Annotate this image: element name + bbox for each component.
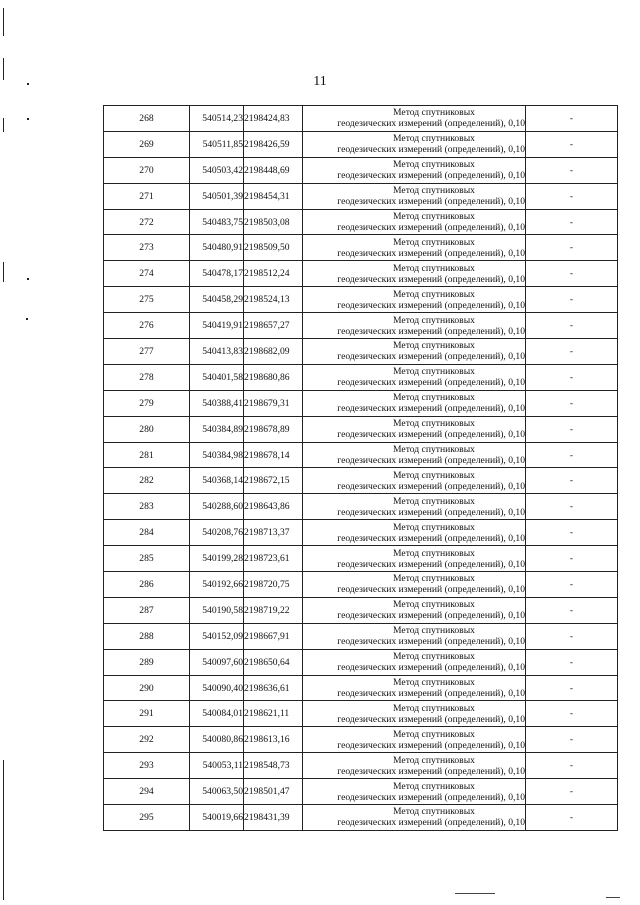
method-cell (303, 287, 526, 313)
point-number: 288 (104, 623, 190, 649)
coord-x: 540480,91 (190, 235, 244, 261)
scan-dot (27, 118, 29, 120)
method-line2: геодезических измерений (определений), 0,10 (337, 403, 525, 415)
coord-x: 540368,14 (190, 468, 244, 494)
coord-y: 2198548,73 (244, 753, 303, 779)
method-line1: Метод спутниковых (393, 314, 475, 326)
point-number: 294 (104, 779, 190, 805)
method-cell (303, 753, 526, 779)
coord-y: 2198657,27 (244, 313, 303, 339)
method-cell (303, 546, 526, 572)
coord-y: 2198682,09 (244, 339, 303, 365)
coord-x: 540208,76 (190, 520, 244, 546)
coord-x: 540458,29 (190, 287, 244, 313)
method-line1: Метод спутниковых (393, 599, 475, 611)
point-number: 272 (104, 209, 190, 235)
method-line2: геодезических измерений (определений), 0,10 (337, 610, 525, 622)
coord-x: 540090,40 (190, 675, 244, 701)
coord-x: 540152,09 (190, 623, 244, 649)
method-line2: геодезических измерений (определений), 0,10 (337, 144, 525, 156)
method-line2: геодезических измерений (определений), 0,10 (337, 791, 525, 803)
method-line2: геодезических измерений (определений), 0,10 (337, 558, 525, 570)
coord-y: 2198431,39 (244, 805, 303, 831)
method-line2: геодезических измерений (определений), 0,10 (337, 170, 525, 182)
method-cell (303, 183, 526, 209)
point-number: 271 (104, 183, 190, 209)
method-line1: Метод спутниковых (393, 754, 475, 766)
method-line2: геодезических измерений (определений), 0,10 (337, 480, 525, 492)
coord-x: 540063,50 (190, 779, 244, 805)
coord-x: 540478,17 (190, 261, 244, 287)
table-row (104, 494, 618, 520)
point-number: 280 (104, 416, 190, 442)
method-cell (303, 468, 526, 494)
method-cell (303, 572, 526, 598)
method-cell (303, 209, 526, 235)
table-row (104, 209, 618, 235)
method-cell (303, 727, 526, 753)
table-row (104, 649, 618, 675)
table-row (104, 157, 618, 183)
method-cell (303, 157, 526, 183)
coord-y: 2198719,22 (244, 597, 303, 623)
method-line1: Метод спутниковых (393, 262, 475, 274)
method-line1: Метод спутниковых (393, 107, 475, 119)
table-row (104, 390, 618, 416)
note-cell: - (526, 597, 618, 623)
method-line2: геодезических измерений (определений), 0,10 (337, 196, 525, 208)
note-cell: - (526, 209, 618, 235)
coord-x: 540384,98 (190, 442, 244, 468)
point-number: 286 (104, 572, 190, 598)
coord-x: 540514,23 (190, 106, 244, 132)
method-cell (303, 675, 526, 701)
scan-dot (26, 318, 28, 320)
note-cell: - (526, 339, 618, 365)
point-number: 273 (104, 235, 190, 261)
point-number: 278 (104, 364, 190, 390)
page-number: 11 (313, 74, 327, 89)
method-line2: геодезических измерений (определений), 0,10 (337, 455, 525, 467)
method-line1: Метод спутниковых (393, 392, 475, 404)
table-row (104, 675, 618, 701)
method-line2: геодезических измерений (определений), 0,10 (337, 351, 525, 363)
note-cell: - (526, 779, 618, 805)
coord-y: 2198426,59 (244, 131, 303, 157)
note-cell: - (526, 572, 618, 598)
note-cell: - (526, 390, 618, 416)
note-cell: - (526, 442, 618, 468)
coord-y: 2198503,08 (244, 209, 303, 235)
method-line2: геодезических измерений (определений), 0,10 (337, 532, 525, 544)
method-line2: геодезических измерений (определений), 0,10 (337, 118, 525, 130)
point-number: 268 (104, 106, 190, 132)
note-cell: - (526, 364, 618, 390)
method-line1: Метод спутниковых (393, 806, 475, 818)
method-line2: геодезических измерений (определений), 0,10 (337, 817, 525, 829)
coord-y: 2198448,69 (244, 157, 303, 183)
point-number: 292 (104, 727, 190, 753)
point-number: 285 (104, 546, 190, 572)
note-cell: - (526, 727, 618, 753)
note-cell: - (526, 313, 618, 339)
scan-mark (3, 58, 4, 80)
coord-y: 2198613,16 (244, 727, 303, 753)
method-line2: геодезических измерений (определений), 0,10 (337, 299, 525, 311)
coord-y: 2198643,86 (244, 494, 303, 520)
point-number: 287 (104, 597, 190, 623)
coord-y: 2198512,24 (244, 261, 303, 287)
method-cell (303, 623, 526, 649)
coord-x: 540384,89 (190, 416, 244, 442)
point-number: 276 (104, 313, 190, 339)
coord-y: 2198454,31 (244, 183, 303, 209)
method-line2: геодезических измерений (определений), 0,10 (337, 584, 525, 596)
note-cell: - (526, 546, 618, 572)
table-row (104, 520, 618, 546)
coord-y: 2198720,75 (244, 572, 303, 598)
scan-mark (3, 760, 4, 900)
point-number: 277 (104, 339, 190, 365)
method-line2: геодезических измерений (определений), 0,10 (337, 506, 525, 518)
table-row (104, 106, 618, 132)
point-number: 281 (104, 442, 190, 468)
method-line2: геодезических измерений (определений), 0,10 (337, 713, 525, 725)
table-row (104, 701, 618, 727)
method-line2: геодезических измерений (определений), 0,10 (337, 636, 525, 648)
coord-y: 2198509,50 (244, 235, 303, 261)
coord-y: 2198713,37 (244, 520, 303, 546)
method-line2: геодезических измерений (определений), 0,10 (337, 688, 525, 700)
method-cell (303, 261, 526, 287)
table-row (104, 623, 618, 649)
note-cell: - (526, 261, 618, 287)
table-row (104, 261, 618, 287)
method-cell (303, 442, 526, 468)
point-number: 274 (104, 261, 190, 287)
method-line1: Метод спутниковых (393, 159, 475, 171)
method-cell (303, 131, 526, 157)
table-row (104, 779, 618, 805)
table-row (104, 235, 618, 261)
coord-x: 540413,83 (190, 339, 244, 365)
coord-x: 540199,28 (190, 546, 244, 572)
point-number: 270 (104, 157, 190, 183)
table-row (104, 131, 618, 157)
scan-dot (27, 83, 29, 85)
point-number: 283 (104, 494, 190, 520)
point-number: 275 (104, 287, 190, 313)
method-line2: геодезических измерений (определений), 0,10 (337, 247, 525, 259)
coord-x: 540388,41 (190, 390, 244, 416)
note-cell: - (526, 675, 618, 701)
method-line2: геодезических измерений (определений), 0,10 (337, 662, 525, 674)
table-row (104, 468, 618, 494)
table-row (104, 364, 618, 390)
table-row (104, 183, 618, 209)
coord-y: 2198723,61 (244, 546, 303, 572)
coord-y: 2198524,13 (244, 287, 303, 313)
coord-x: 540019,66 (190, 805, 244, 831)
method-line1: Метод спутниковых (393, 495, 475, 507)
note-cell: - (526, 235, 618, 261)
method-line1: Метод спутниковых (393, 133, 475, 145)
coord-y: 2198636,61 (244, 675, 303, 701)
method-cell (303, 779, 526, 805)
method-cell (303, 339, 526, 365)
note-cell: - (526, 753, 618, 779)
method-line1: Метод спутниковых (393, 211, 475, 222)
table-row (104, 727, 618, 753)
method-cell (303, 106, 526, 132)
method-line1: Метод спутниковых (393, 573, 475, 585)
coord-x: 540483,75 (190, 209, 244, 235)
method-line2: геодезических измерений (определений), 0,10 (337, 377, 525, 389)
method-line1: Метод спутниковых (393, 728, 475, 740)
note-cell: - (526, 701, 618, 727)
note-cell: - (526, 494, 618, 520)
method-line1: Метод спутниковых (393, 780, 475, 792)
point-number: 282 (104, 468, 190, 494)
coord-x: 540503,42 (190, 157, 244, 183)
method-line1: Метод спутниковых (393, 469, 475, 481)
method-cell (303, 416, 526, 442)
method-line2: геодезических измерений (определений), 0,10 (337, 222, 525, 233)
method-cell (303, 494, 526, 520)
coord-y: 2198501,47 (244, 779, 303, 805)
method-line2: геодезических измерений (определений), 0,10 (337, 429, 525, 441)
method-line1: Метод спутниковых (393, 651, 475, 663)
method-cell (303, 364, 526, 390)
table-row (104, 805, 618, 831)
method-line1: Метод спутниковых (393, 418, 475, 430)
coordinates-table (103, 105, 618, 831)
method-line1: Метод спутниковых (393, 677, 475, 689)
coord-x: 540501,39 (190, 183, 244, 209)
method-cell (303, 313, 526, 339)
method-cell (303, 597, 526, 623)
point-number: 289 (104, 649, 190, 675)
coord-y: 2198680,86 (244, 364, 303, 390)
point-number: 293 (104, 753, 190, 779)
method-line1: Метод спутниковых (393, 547, 475, 559)
point-number: 290 (104, 675, 190, 701)
coord-x: 540084,01 (190, 701, 244, 727)
coord-y: 2198424,83 (244, 106, 303, 132)
note-cell: - (526, 131, 618, 157)
coord-y: 2198678,14 (244, 442, 303, 468)
coordinates-table-body (104, 106, 618, 831)
point-number: 269 (104, 131, 190, 157)
coord-y: 2198678,89 (244, 416, 303, 442)
coord-x: 540511,85 (190, 131, 244, 157)
note-cell: - (526, 287, 618, 313)
note-cell: - (526, 520, 618, 546)
coord-x: 540190,58 (190, 597, 244, 623)
table-row (104, 313, 618, 339)
coord-x: 540401,58 (190, 364, 244, 390)
note-cell: - (526, 157, 618, 183)
coord-y: 2198679,31 (244, 390, 303, 416)
method-line1: Метод спутниковых (393, 340, 475, 352)
point-number: 295 (104, 805, 190, 831)
method-cell (303, 520, 526, 546)
footer-line (606, 897, 620, 898)
method-line1: Метод спутниковых (393, 521, 475, 533)
note-cell: - (526, 468, 618, 494)
note-cell: - (526, 183, 618, 209)
method-line1: Метод спутниковых (393, 625, 475, 637)
table-row (104, 753, 618, 779)
coord-x: 540419,91 (190, 313, 244, 339)
method-line2: геодезических измерений (определений), 0,10 (337, 739, 525, 751)
method-line1: Метод спутниковых (393, 366, 475, 378)
footer-line (455, 893, 495, 894)
coord-x: 540288,60 (190, 494, 244, 520)
coord-x: 540097,60 (190, 649, 244, 675)
method-line1: Метод спутниковых (393, 288, 475, 300)
coord-y: 2198672,15 (244, 468, 303, 494)
scan-mark (3, 118, 4, 132)
table-row (104, 287, 618, 313)
note-cell: - (526, 805, 618, 831)
method-line2: геодезических измерений (определений), 0,10 (337, 765, 525, 777)
note-cell: - (526, 106, 618, 132)
coord-x: 540080,86 (190, 727, 244, 753)
method-line2: геодезических измерений (определений), 0,10 (337, 273, 525, 285)
table-row (104, 416, 618, 442)
table-row (104, 546, 618, 572)
method-cell (303, 649, 526, 675)
method-line2: геодезических измерений (определений), 0,10 (337, 325, 525, 337)
table-row (104, 597, 618, 623)
note-cell: - (526, 416, 618, 442)
method-line1: Метод спутниковых (393, 444, 475, 456)
method-line1: Метод спутниковых (393, 702, 475, 714)
method-cell (303, 805, 526, 831)
scan-mark (3, 8, 4, 36)
coord-y: 2198650,64 (244, 649, 303, 675)
note-cell: - (526, 623, 618, 649)
method-cell (303, 701, 526, 727)
scan-dot (27, 278, 29, 280)
point-number: 284 (104, 520, 190, 546)
table-row (104, 442, 618, 468)
point-number: 291 (104, 701, 190, 727)
note-cell: - (526, 649, 618, 675)
method-cell (303, 235, 526, 261)
table-row (104, 572, 618, 598)
coord-y: 2198667,91 (244, 623, 303, 649)
coord-y: 2198621,11 (244, 701, 303, 727)
method-line1: Метод спутниковых (393, 236, 475, 248)
scan-mark (3, 262, 4, 282)
point-number: 279 (104, 390, 190, 416)
method-cell (303, 390, 526, 416)
coord-x: 540192,66 (190, 572, 244, 598)
method-line1: Метод спутниковых (393, 185, 475, 197)
table-row (104, 339, 618, 365)
coord-x: 540053,11 (190, 753, 244, 779)
